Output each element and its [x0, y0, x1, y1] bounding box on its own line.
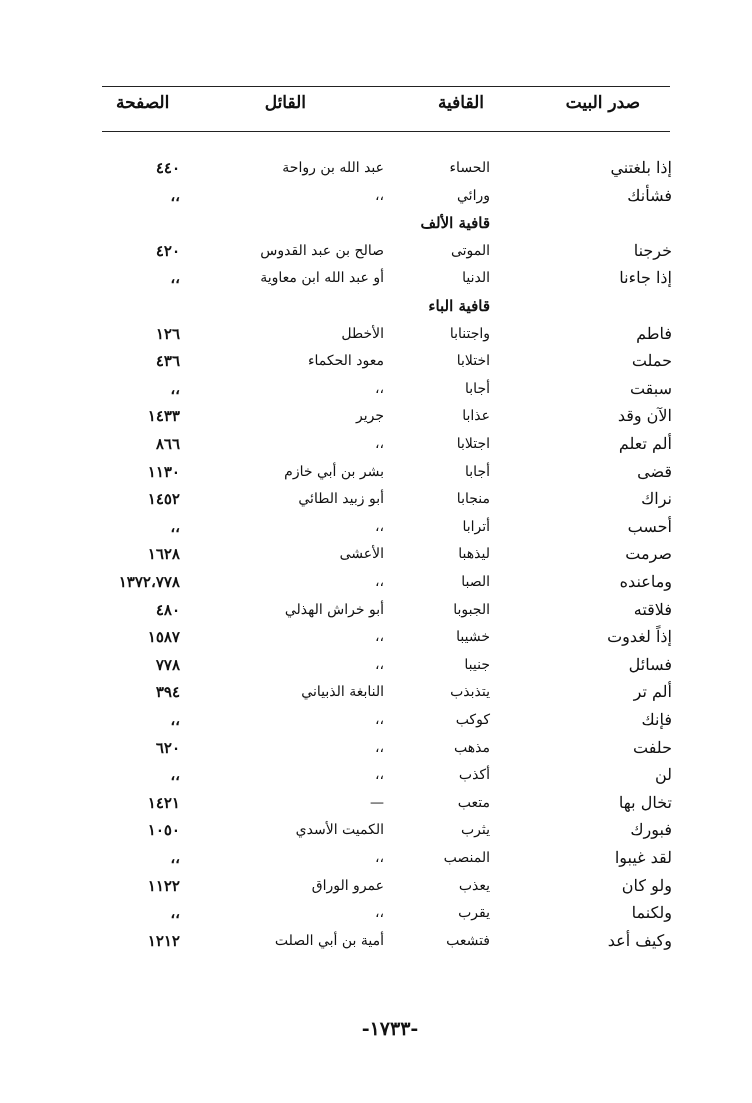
page-reference: ،،: [170, 379, 180, 398]
verse-opening: وماعنده: [619, 572, 672, 591]
page-reference: ٤٣٦: [155, 352, 180, 371]
verse-opening: فبورك: [630, 820, 672, 840]
page-reference: ١٦٢٨: [147, 545, 180, 564]
verse-opening: صرمت: [625, 544, 672, 564]
table-row: [0, 901, 752, 927]
verse-opening: حملت: [631, 351, 672, 371]
verse-opening: ولو كان: [621, 875, 672, 895]
rhyme-word: اختلابا: [456, 353, 490, 370]
verse-opening: ألم تعلم: [618, 434, 672, 453]
rhyme-word: عذابا: [462, 408, 490, 425]
page-reference: ٣٩٤: [155, 683, 180, 702]
verse-opening: سبقت: [629, 378, 672, 398]
poet-name: ،،: [374, 187, 384, 204]
verse-opening: ألم تر: [633, 682, 672, 702]
verse-opening: فلاقته: [633, 599, 672, 619]
poet-name: ،،: [374, 436, 384, 452]
rhyme-word: يتذبذب: [450, 684, 490, 701]
rhyme-word: ورائي: [457, 187, 490, 204]
section-heading: قافية الباء: [428, 297, 490, 315]
poet-name: الأخطل: [341, 325, 384, 342]
verse-opening: لقد غيبوا: [614, 848, 672, 867]
poet-name: الكميت الأسدي: [295, 822, 384, 839]
poet-name: ،،: [374, 380, 384, 397]
table-row: [0, 736, 752, 762]
verse-opening: وكيف أعد: [607, 930, 672, 950]
table-row: [0, 818, 752, 844]
table-row: [0, 929, 752, 955]
verse-opening: قضى: [637, 461, 672, 481]
table-row: [0, 322, 752, 348]
verse-opening: إذاً لغدوت: [607, 627, 672, 647]
rhyme-word: واجتنابا: [449, 325, 490, 342]
verse-opening: تخال بها: [618, 792, 672, 812]
table-row: [0, 791, 752, 817]
header-sadr: صدر البيت: [565, 93, 640, 113]
table-row: [0, 598, 752, 624]
page-reference: ١٤٥٢: [147, 490, 180, 509]
poet-name: ،،: [374, 739, 384, 756]
table-row: [0, 653, 752, 679]
table-row: [0, 156, 752, 182]
page-reference: ،،: [170, 269, 180, 288]
poet-name: جرير: [356, 408, 384, 425]
rhyme-word: الدنيا: [462, 270, 490, 287]
table-row: [0, 708, 752, 734]
verse-opening: فإنك: [641, 710, 672, 729]
page-reference: ١٣٧٢،٧٧٨: [118, 573, 180, 591]
table-row: [0, 266, 752, 292]
poet-name: صالح بن عبد القدوس: [260, 242, 384, 259]
rhyme-word: خشيبا: [456, 629, 490, 646]
poet-name: أمية بن أبي الصلت: [274, 932, 384, 949]
table-row: [0, 542, 752, 568]
verse-opening: لن: [654, 765, 672, 785]
verse-opening: فسائل: [628, 654, 672, 674]
rhyme-word: أجابا: [465, 463, 490, 480]
poet-name: ،،: [374, 850, 384, 866]
verse-opening: إذا بلغتني: [610, 158, 672, 177]
verse-opening: إذا جاءنا: [619, 268, 672, 288]
verse-opening: أحسب: [627, 516, 672, 536]
poet-name: الأعشى: [339, 546, 384, 563]
poet-name: ،،: [374, 574, 384, 590]
table-row: [0, 432, 752, 458]
poet-name: عمرو الوراق: [311, 877, 384, 894]
poet-name: ،،: [374, 629, 384, 646]
page-reference: ١٤٢١: [147, 793, 180, 812]
rhyme-word: أكذب: [458, 767, 490, 784]
rhyme-word: فتشعب: [446, 932, 490, 949]
page-reference: ،،: [170, 517, 180, 536]
verse-opening: ولكنما: [631, 903, 672, 923]
verse-opening: خرجنا: [633, 240, 672, 260]
table-row: [0, 680, 752, 706]
table-row: [0, 404, 752, 430]
poet-name: ،،: [374, 518, 384, 535]
page-reference: ،،: [170, 711, 180, 729]
table-row: [0, 349, 752, 375]
page-reference: ٧٧٨: [155, 655, 180, 674]
poet-name: بشر بن أبي خازم: [284, 463, 384, 480]
table-row: [0, 377, 752, 403]
page-reference: ٤٨٠: [155, 600, 180, 619]
poet-name: —: [370, 794, 384, 811]
rhyme-word: يثرب: [460, 822, 490, 839]
page-reference: ١٠٥٠: [147, 821, 180, 840]
rhyme-word: الحساء: [449, 160, 490, 176]
page-number: -١٧٣٣-: [361, 1018, 419, 1040]
page-reference: ،،: [170, 186, 180, 205]
poet-name: أبو زبيد الطائي: [298, 491, 384, 508]
rhyme-word: مذهب: [454, 739, 490, 756]
page-reference: ٤٢٠: [155, 241, 180, 260]
table-row: [0, 570, 752, 596]
page-reference: ٨٦٦: [155, 435, 180, 453]
page-reference: ١١٣٠: [147, 462, 180, 481]
page-reference: ١٤٣٣: [147, 407, 180, 426]
page-reference: ٦٢٠: [155, 738, 180, 757]
rhyme-word: منجابا: [456, 491, 490, 508]
poet-name: ،،: [374, 712, 384, 728]
table-row: [0, 763, 752, 789]
rhyme-word: اجتلابا: [456, 436, 490, 452]
table-row: [0, 515, 752, 541]
rhyme-word: جنيبا: [464, 656, 490, 673]
verse-opening: نراك: [641, 489, 672, 509]
header-qafiya: القافية: [437, 93, 484, 113]
page-reference: ١٢٦: [155, 324, 180, 343]
rhyme-word: كوكب: [455, 712, 490, 728]
rhyme-word: الموتى: [450, 242, 490, 259]
table-row: [0, 874, 752, 900]
table-row: [0, 184, 752, 210]
poet-name: ،،: [374, 905, 384, 922]
poet-name: معود الحكماء: [307, 353, 384, 370]
rhyme-word: الجبوبا: [453, 601, 490, 618]
page-reference: ١٥٨٧: [147, 628, 180, 647]
table-row: [0, 487, 752, 513]
section-heading-row: [0, 211, 752, 237]
table-row: [0, 239, 752, 265]
rhyme-word: متعب: [457, 794, 490, 811]
header-qail: القائل: [264, 93, 306, 113]
rhyme-word: المنصب: [443, 850, 490, 866]
page-reference: ،،: [170, 849, 180, 867]
poet-name: ،،: [374, 767, 384, 784]
poet-name: أو عبد الله ابن معاوية: [260, 270, 384, 287]
poet-name: ،،: [374, 656, 384, 673]
verse-opening: حلفت: [633, 737, 672, 757]
poet-name: أبو خراش الهذلي: [284, 601, 384, 618]
rhyme-word: يقرب: [458, 905, 490, 922]
rhyme-word: أترابا: [462, 518, 490, 535]
page-reference: ٤٤٠: [155, 159, 180, 177]
verse-opening: فشأنك: [627, 185, 672, 205]
header-page: الصفحة: [116, 93, 170, 113]
section-heading: قافية الألف: [420, 214, 490, 233]
rhyme-word: الصبا: [461, 574, 490, 590]
poet-name: عبد الله بن رواحة: [282, 160, 384, 176]
page-reference: ١٢١٢: [147, 931, 180, 950]
rhyme-word: يعذب: [458, 877, 490, 894]
poet-name: النابغة الذبياني: [301, 684, 384, 701]
page-reference: ،،: [170, 904, 180, 923]
verse-opening: الآن وقد: [617, 406, 672, 426]
rhyme-word: ليذهبا: [458, 546, 490, 563]
section-heading-row: [0, 294, 752, 320]
table-row: [0, 460, 752, 486]
page-reference: ،،: [170, 766, 180, 785]
table-row: [0, 846, 752, 872]
rhyme-word: أجابا: [465, 380, 490, 397]
page-reference: ١١٢٢: [147, 876, 180, 895]
table-row: [0, 625, 752, 651]
verse-opening: فاطم: [636, 323, 672, 343]
